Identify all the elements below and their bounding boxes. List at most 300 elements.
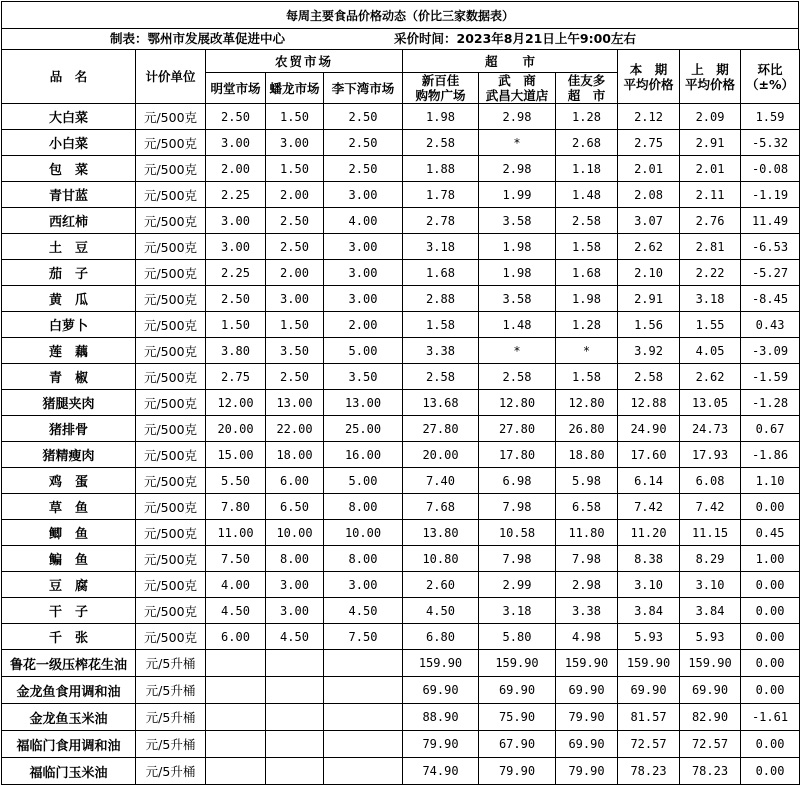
wushang-price: 3.58: [479, 286, 556, 312]
xinbaijia-price: 20.00: [403, 442, 479, 468]
header-supermarkets: 超 市: [403, 50, 618, 73]
unit-cell: 元/500克: [136, 234, 206, 260]
current-average: 78.23: [618, 758, 680, 785]
table-row: [2, 312, 800, 338]
current-average: 12.88: [618, 390, 680, 416]
panlong-price: 18.00: [266, 442, 324, 468]
mingtang-price: 12.00: [206, 390, 266, 416]
wushang-price: 1.98: [479, 260, 556, 286]
product-name: 草 鱼: [2, 494, 136, 520]
product-name: 猪腿夹肉: [2, 390, 136, 416]
wushang-price: 75.90: [479, 704, 556, 731]
xinbaijia-price: 88.90: [403, 704, 479, 731]
panlong-price: 2.50: [266, 208, 324, 234]
previous-average: 24.73: [680, 416, 741, 442]
change-percent: 0.00: [741, 677, 800, 704]
unit-cell: 元/500克: [136, 390, 206, 416]
header-jiayouduo-line1: 佳友多: [567, 73, 606, 88]
header-xinbaijia-line2: 购物广场: [415, 88, 466, 103]
header-mingtang-market: 明堂市场: [206, 73, 266, 104]
product-name: 莲 藕: [2, 338, 136, 364]
product-name: 福临门玉米油: [2, 758, 136, 785]
product-name: 包 菜: [2, 156, 136, 182]
unit-cell: 元/500克: [136, 520, 206, 546]
change-percent: -1.61: [741, 704, 800, 731]
previous-average: 69.90: [680, 677, 741, 704]
unit-cell: 元/5升桶: [136, 731, 206, 758]
wushang-price: 79.90: [479, 758, 556, 785]
product-name: 鸡 蛋: [2, 468, 136, 494]
mingtang-price: 5.50: [206, 468, 266, 494]
product-name: 大白菜: [2, 104, 136, 130]
header-wushang-line2: 武昌大道店: [485, 88, 549, 103]
previous-average: 17.93: [680, 442, 741, 468]
header-previous-average-line2: 平均价格: [685, 76, 736, 92]
panlong-price: 3.00: [266, 572, 324, 598]
lixiawan-price: 5.00: [324, 468, 403, 494]
mingtang-price: [206, 704, 266, 731]
table-row: [2, 572, 800, 598]
unit-cell: 元/500克: [136, 364, 206, 390]
lixiawan-price: 2.00: [324, 312, 403, 338]
change-percent: 0.00: [741, 572, 800, 598]
current-average: 3.07: [618, 208, 680, 234]
previous-average: 82.90: [680, 704, 741, 731]
wushang-price: 2.58: [479, 364, 556, 390]
xinbaijia-price: 2.78: [403, 208, 479, 234]
mingtang-price: 7.50: [206, 546, 266, 572]
current-average: 69.90: [618, 677, 680, 704]
product-name: 土 豆: [2, 234, 136, 260]
lixiawan-price: 3.00: [324, 182, 403, 208]
change-percent: 1.00: [741, 546, 800, 572]
change-percent: 0.43: [741, 312, 800, 338]
mingtang-price: 3.80: [206, 338, 266, 364]
lixiawan-price: 16.00: [324, 442, 403, 468]
xinbaijia-price: 7.68: [403, 494, 479, 520]
header-unit: 计价单位: [136, 50, 206, 104]
lixiawan-price: 3.00: [324, 234, 403, 260]
lixiawan-price: 4.50: [324, 598, 403, 624]
mingtang-price: 3.00: [206, 234, 266, 260]
lixiawan-price: [324, 758, 403, 785]
mingtang-price: 2.25: [206, 182, 266, 208]
unit-cell: 元/500克: [136, 156, 206, 182]
product-name: 鲁花一级压榨花生油: [2, 650, 136, 677]
lixiawan-price: 5.00: [324, 338, 403, 364]
lixiawan-price: 3.00: [324, 260, 403, 286]
previous-average: 2.91: [680, 130, 741, 156]
header-change-line1: 环比: [757, 61, 783, 77]
current-average: 159.90: [618, 650, 680, 677]
current-average: 11.20: [618, 520, 680, 546]
unit-cell: 元/500克: [136, 416, 206, 442]
previous-average: 1.55: [680, 312, 741, 338]
wushang-price: 10.58: [479, 520, 556, 546]
panlong-price: 6.50: [266, 494, 324, 520]
mingtang-price: 4.50: [206, 598, 266, 624]
table-row: [2, 234, 800, 260]
panlong-price: 22.00: [266, 416, 324, 442]
price-table: [1, 49, 800, 785]
previous-average: 8.29: [680, 546, 741, 572]
product-name: 猪排骨: [2, 416, 136, 442]
unit-cell: 元/500克: [136, 182, 206, 208]
unit-cell: 元/500克: [136, 598, 206, 624]
previous-average: 11.15: [680, 520, 741, 546]
lixiawan-price: [324, 650, 403, 677]
unit-cell: 元/500克: [136, 468, 206, 494]
panlong-price: [266, 731, 324, 758]
xinbaijia-price: 1.68: [403, 260, 479, 286]
jiayouduo-price: 1.58: [556, 234, 618, 260]
unit-cell: 元/5升桶: [136, 677, 206, 704]
table-row: [2, 546, 800, 572]
header-jiayouduo: [556, 73, 618, 104]
lixiawan-price: 10.00: [324, 520, 403, 546]
mingtang-price: 15.00: [206, 442, 266, 468]
wushang-price: 12.80: [479, 390, 556, 416]
product-name: 千 张: [2, 624, 136, 650]
current-average: 3.10: [618, 572, 680, 598]
jiayouduo-price: 4.98: [556, 624, 618, 650]
unit-cell: 元/500克: [136, 572, 206, 598]
panlong-price: 1.50: [266, 104, 324, 130]
change-percent: -8.45: [741, 286, 800, 312]
jiayouduo-price: 1.58: [556, 364, 618, 390]
panlong-price: 3.50: [266, 338, 324, 364]
wushang-price: 1.48: [479, 312, 556, 338]
change-percent: -1.28: [741, 390, 800, 416]
table-row: [2, 624, 800, 650]
change-percent: -5.27: [741, 260, 800, 286]
current-average: 3.92: [618, 338, 680, 364]
unit-cell: 元/500克: [136, 546, 206, 572]
product-name: 鳊 鱼: [2, 546, 136, 572]
current-average: 2.75: [618, 130, 680, 156]
previous-average: 72.57: [680, 731, 741, 758]
jiayouduo-price: 1.28: [556, 312, 618, 338]
lixiawan-price: 7.50: [324, 624, 403, 650]
change-percent: -6.53: [741, 234, 800, 260]
xinbaijia-price: 1.98: [403, 104, 479, 130]
change-percent: 0.45: [741, 520, 800, 546]
change-percent: 0.00: [741, 650, 800, 677]
previous-average: 2.81: [680, 234, 741, 260]
header-panlong-market: 蟠龙市场: [266, 73, 324, 104]
xinbaijia-price: 3.38: [403, 338, 479, 364]
header-change: [741, 50, 800, 104]
mingtang-price: [206, 758, 266, 785]
mingtang-price: 3.00: [206, 208, 266, 234]
table-row: [2, 260, 800, 286]
jiayouduo-price: 12.80: [556, 390, 618, 416]
panlong-price: 8.00: [266, 546, 324, 572]
header-previous-average: [680, 50, 741, 104]
header-current-average-line2: 平均价格: [623, 76, 674, 92]
jiayouduo-price: 5.98: [556, 468, 618, 494]
previous-average: 3.18: [680, 286, 741, 312]
wushang-price: 1.98: [479, 234, 556, 260]
unit-cell: 元/500克: [136, 208, 206, 234]
xinbaijia-price: 79.90: [403, 731, 479, 758]
jiayouduo-price: 2.98: [556, 572, 618, 598]
lixiawan-price: 3.00: [324, 572, 403, 598]
mingtang-price: [206, 677, 266, 704]
mingtang-price: 2.75: [206, 364, 266, 390]
current-average: 2.10: [618, 260, 680, 286]
lixiawan-price: 2.50: [324, 156, 403, 182]
previous-average: 78.23: [680, 758, 741, 785]
xinbaijia-price: 4.50: [403, 598, 479, 624]
previous-average: 5.93: [680, 624, 741, 650]
current-average: 2.12: [618, 104, 680, 130]
jiayouduo-price: 79.90: [556, 758, 618, 785]
mingtang-price: 3.00: [206, 130, 266, 156]
change-percent: 0.67: [741, 416, 800, 442]
lixiawan-price: 2.50: [324, 130, 403, 156]
panlong-price: 1.50: [266, 312, 324, 338]
xinbaijia-price: 159.90: [403, 650, 479, 677]
mingtang-price: 2.25: [206, 260, 266, 286]
product-name: 西红柿: [2, 208, 136, 234]
mingtang-price: 2.50: [206, 104, 266, 130]
lixiawan-price: 25.00: [324, 416, 403, 442]
product-name: 黄 瓜: [2, 286, 136, 312]
mingtang-price: 11.00: [206, 520, 266, 546]
previous-average: 7.42: [680, 494, 741, 520]
change-percent: -5.32: [741, 130, 800, 156]
current-average: 3.84: [618, 598, 680, 624]
jiayouduo-price: 18.80: [556, 442, 618, 468]
wushang-price: *: [479, 130, 556, 156]
wushang-price: 3.18: [479, 598, 556, 624]
previous-average: 159.90: [680, 650, 741, 677]
xinbaijia-price: 2.58: [403, 364, 479, 390]
current-average: 6.14: [618, 468, 680, 494]
unit-cell: 元/500克: [136, 104, 206, 130]
header-change-line2: （±%）: [746, 76, 795, 92]
product-name: 小白菜: [2, 130, 136, 156]
table-maker: 制表：鄂州市发展改革促进中心: [110, 31, 286, 46]
mingtang-price: 20.00: [206, 416, 266, 442]
change-percent: -1.59: [741, 364, 800, 390]
header-wushang: [479, 73, 556, 104]
product-name: 茄 子: [2, 260, 136, 286]
header-current-average-line1: 本 期: [629, 61, 668, 77]
jiayouduo-price: 69.90: [556, 677, 618, 704]
change-percent: -1.19: [741, 182, 800, 208]
table-row: [2, 416, 800, 442]
jiayouduo-price: 1.68: [556, 260, 618, 286]
price-table-body: [2, 104, 800, 785]
mingtang-price: 4.00: [206, 572, 266, 598]
mingtang-price: [206, 731, 266, 758]
header-xinbaijia: [403, 73, 479, 104]
unit-cell: 元/500克: [136, 442, 206, 468]
table-row: [2, 731, 800, 758]
panlong-price: [266, 758, 324, 785]
header-jiayouduo-line2: 超 市: [567, 88, 606, 103]
panlong-price: 3.00: [266, 286, 324, 312]
unit-cell: 元/5升桶: [136, 650, 206, 677]
xinbaijia-price: 1.78: [403, 182, 479, 208]
panlong-price: 3.00: [266, 130, 324, 156]
xinbaijia-price: 69.90: [403, 677, 479, 704]
table-row: [2, 468, 800, 494]
previous-average: 13.05: [680, 390, 741, 416]
mingtang-price: 2.00: [206, 156, 266, 182]
wushang-price: 5.80: [479, 624, 556, 650]
wushang-price: 159.90: [479, 650, 556, 677]
product-name: 鲫 鱼: [2, 520, 136, 546]
jiayouduo-price: 1.98: [556, 286, 618, 312]
mingtang-price: 6.00: [206, 624, 266, 650]
product-name: 福临门食用调和油: [2, 731, 136, 758]
jiayouduo-price: 3.38: [556, 598, 618, 624]
current-average: 2.58: [618, 364, 680, 390]
unit-cell: 元/5升桶: [136, 758, 206, 785]
table-row: [2, 598, 800, 624]
table-row: [2, 182, 800, 208]
xinbaijia-price: 1.58: [403, 312, 479, 338]
current-average: 17.60: [618, 442, 680, 468]
table-row: [2, 338, 800, 364]
mingtang-price: 1.50: [206, 312, 266, 338]
product-name: 豆 腐: [2, 572, 136, 598]
lixiawan-price: 4.00: [324, 208, 403, 234]
previous-average: 2.11: [680, 182, 741, 208]
jiayouduo-price: 1.48: [556, 182, 618, 208]
unit-cell: 元/500克: [136, 338, 206, 364]
panlong-price: 13.00: [266, 390, 324, 416]
change-percent: 0.00: [741, 624, 800, 650]
panlong-price: 6.00: [266, 468, 324, 494]
mingtang-price: [206, 650, 266, 677]
unit-cell: 元/500克: [136, 312, 206, 338]
previous-average: 2.62: [680, 364, 741, 390]
previous-average: 2.22: [680, 260, 741, 286]
sheet-title: 每周主要食品价格动态（价比三家数据表）: [1, 1, 799, 29]
previous-average: 2.09: [680, 104, 741, 130]
jiayouduo-price: 26.80: [556, 416, 618, 442]
current-average: 81.57: [618, 704, 680, 731]
change-percent: -1.86: [741, 442, 800, 468]
panlong-price: 3.00: [266, 598, 324, 624]
change-percent: 0.00: [741, 731, 800, 758]
product-name: 青甘蓝: [2, 182, 136, 208]
wushang-price: 1.99: [479, 182, 556, 208]
header-xinbaijia-line1: 新百佳: [421, 73, 460, 88]
xinbaijia-price: 7.40: [403, 468, 479, 494]
xinbaijia-price: 2.60: [403, 572, 479, 598]
unit-cell: 元/5升桶: [136, 704, 206, 731]
table-row: [2, 442, 800, 468]
mingtang-price: 7.80: [206, 494, 266, 520]
header-product: 品 名: [2, 50, 136, 104]
wushang-price: 3.58: [479, 208, 556, 234]
collection-time: 采价时间：2023年8月21日上午9:00左右: [394, 31, 636, 46]
xinbaijia-price: 27.80: [403, 416, 479, 442]
table-row: [2, 104, 800, 130]
jiayouduo-price: 1.18: [556, 156, 618, 182]
unit-cell: 元/500克: [136, 494, 206, 520]
mingtang-price: 2.50: [206, 286, 266, 312]
change-percent: 11.49: [741, 208, 800, 234]
lixiawan-price: [324, 677, 403, 704]
table-row: [2, 208, 800, 234]
jiayouduo-price: 11.80: [556, 520, 618, 546]
table-row: [2, 494, 800, 520]
jiayouduo-price: 2.58: [556, 208, 618, 234]
wushang-price: 2.99: [479, 572, 556, 598]
wushang-price: 69.90: [479, 677, 556, 704]
change-percent: 1.10: [741, 468, 800, 494]
xinbaijia-price: 10.80: [403, 546, 479, 572]
panlong-price: 10.00: [266, 520, 324, 546]
panlong-price: [266, 704, 324, 731]
previous-average: 3.10: [680, 572, 741, 598]
header-lixiawan-market: 李下湾市场: [324, 73, 403, 104]
jiayouduo-price: *: [556, 338, 618, 364]
previous-average: 2.01: [680, 156, 741, 182]
xinbaijia-price: 74.90: [403, 758, 479, 785]
previous-average: 3.84: [680, 598, 741, 624]
previous-average: 6.08: [680, 468, 741, 494]
table-row: [2, 520, 800, 546]
header-wushang-line1: 武 商: [498, 73, 536, 88]
panlong-price: [266, 677, 324, 704]
panlong-price: 2.00: [266, 260, 324, 286]
wushang-price: 67.90: [479, 731, 556, 758]
lixiawan-price: 3.50: [324, 364, 403, 390]
wushang-price: 2.98: [479, 104, 556, 130]
jiayouduo-price: 69.90: [556, 731, 618, 758]
wushang-price: 17.80: [479, 442, 556, 468]
jiayouduo-price: 7.98: [556, 546, 618, 572]
xinbaijia-price: 13.80: [403, 520, 479, 546]
table-row: [2, 286, 800, 312]
current-average: 2.62: [618, 234, 680, 260]
jiayouduo-price: 6.58: [556, 494, 618, 520]
current-average: 5.93: [618, 624, 680, 650]
header-previous-average-line1: 上 期: [691, 61, 729, 77]
wushang-price: 2.98: [479, 156, 556, 182]
jiayouduo-price: 79.90: [556, 704, 618, 731]
table-row: [2, 130, 800, 156]
product-name: 白萝卜: [2, 312, 136, 338]
current-average: 8.38: [618, 546, 680, 572]
wushang-price: 27.80: [479, 416, 556, 442]
xinbaijia-price: 1.88: [403, 156, 479, 182]
xinbaijia-price: 6.80: [403, 624, 479, 650]
table-row: [2, 650, 800, 677]
change-percent: 0.00: [741, 598, 800, 624]
price-sheet: [1, 1, 799, 781]
panlong-price: 1.50: [266, 156, 324, 182]
header-farm-markets: 农贸市场: [206, 50, 403, 73]
current-average: 2.01: [618, 156, 680, 182]
xinbaijia-price: 2.88: [403, 286, 479, 312]
lixiawan-price: [324, 731, 403, 758]
jiayouduo-price: 1.28: [556, 104, 618, 130]
current-average: 1.56: [618, 312, 680, 338]
change-percent: 0.00: [741, 758, 800, 785]
xinbaijia-price: 13.68: [403, 390, 479, 416]
xinbaijia-price: 3.18: [403, 234, 479, 260]
panlong-price: 4.50: [266, 624, 324, 650]
table-row: [2, 390, 800, 416]
